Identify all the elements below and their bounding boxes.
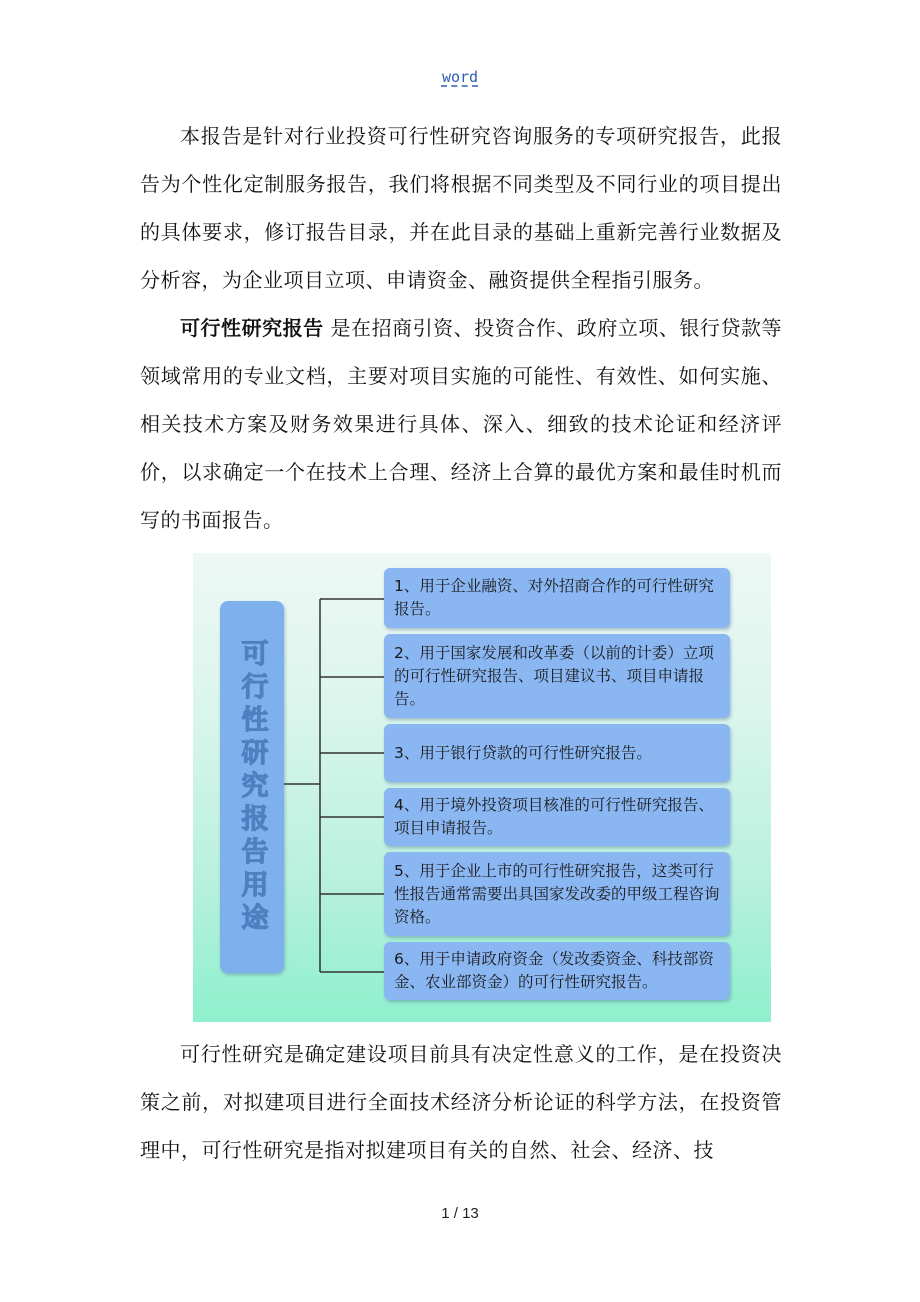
usage-item-4 <box>384 788 730 846</box>
diagram-title-box <box>220 601 284 973</box>
definition-text: 是在招商引资、投资合作、政府立项、银行贷款等领域常用的专业文档，主要对项目实施的可能性、有效性、如何实施、相关技术方案及财务效果进行具体、深入、细致的技术论证和经济评价，以求确定一个在技术上合理、经济上合算的最优方案和最佳时机而写的书面报告。 <box>140 316 782 532</box>
usage-item-text: 5、用于企业上市的可行性研究报告，这类可行性报告通常需要出具国家发改委的甲级工程咨询资格。 <box>394 861 720 926</box>
diagram-title: 可行性研究报告用途 <box>236 638 268 936</box>
header-word-link[interactable]: word <box>441 68 479 86</box>
usage-item-text: 1、用于企业融资、对外招商合作的可行性研究报告。 <box>394 577 714 618</box>
paragraph-feasibility-study: 可行性研究是确定建设项目前具有决定性意义的工作，是在投资决策之前，对拟建项目进行全面技术经济分析论证的科学方法，在投资管理中，可行性研究是指对拟建项目有关的自然、社会、经济、技 <box>140 1042 782 1162</box>
usage-diagram <box>193 553 771 1022</box>
usage-item-text: 3、用于银行贷款的可行性研究报告。 <box>394 743 652 762</box>
usage-item-6 <box>384 942 730 1000</box>
usage-item-3 <box>384 724 730 782</box>
usage-item-5 <box>384 852 730 936</box>
page-indicator: 1 / 13 <box>441 1205 479 1222</box>
usage-item-text: 6、用于申请政府资金（发改委资金、科技部资金、农业部资金）的可行性研究报告。 <box>394 950 714 991</box>
usage-item-text: 4、用于境外投资项目核准的可行性研究报告、项目申请报告。 <box>394 796 714 837</box>
usage-item-2 <box>384 634 730 718</box>
usage-item-1 <box>384 568 730 628</box>
term-feasibility-report: 可行性研究报告 <box>180 316 324 340</box>
usage-item-text: 2、用于国家发展和改革委（以前的计委）立项的可行性研究报告、项目建议书、项目申请报告。 <box>394 643 714 708</box>
paragraph-intro: 本报告是针对行业投资可行性研究咨询服务的专项研究报告，此报告为个性化定制服务报告，我们将根据不同类型及不同行业的项目提出的具体要求，修订报告目录，并在此目录的基础上重新完善行业数据及分析容，为企业项目立项、申请资金、融资提供全程指引服务。 <box>140 124 782 292</box>
paragraph-definition <box>140 304 782 544</box>
